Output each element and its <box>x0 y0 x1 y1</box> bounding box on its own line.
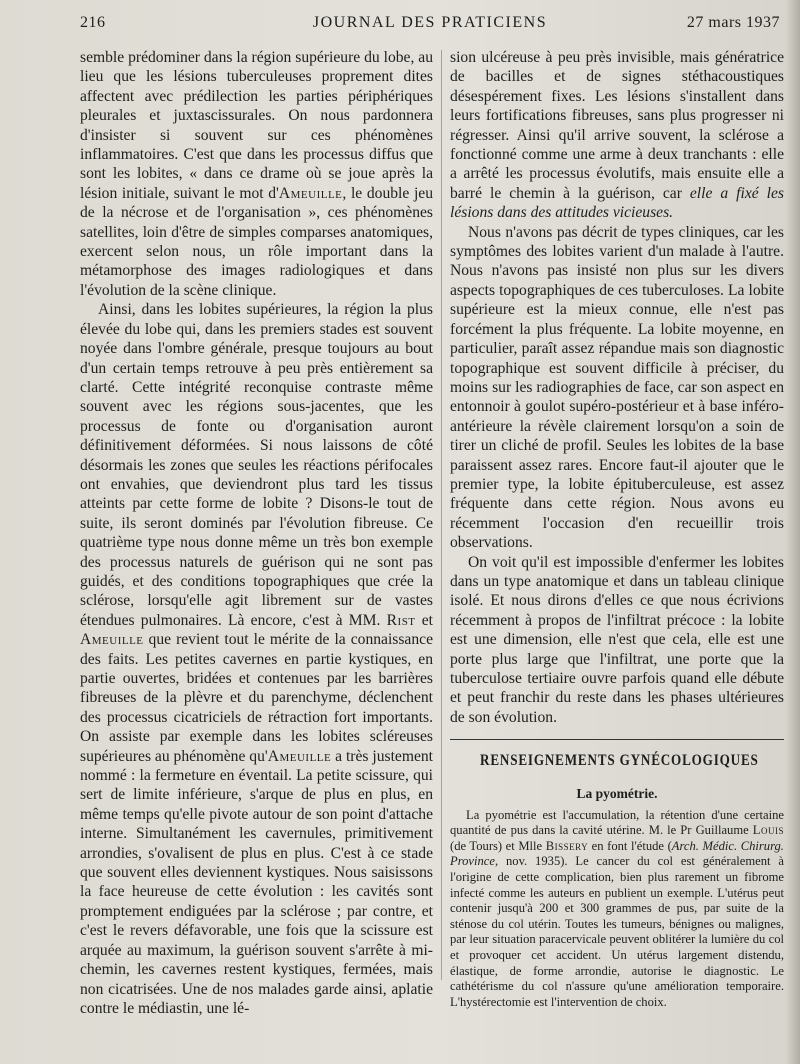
left-column <box>80 48 433 1018</box>
section-title: RENSEIGNEMENTS GYNÉCOLOGIQUES <box>480 752 759 770</box>
paragraph: sion ulcéreuse à peu près invisible, mais génératrice de bacilles et de signes stéthacoustiques désespérement fixes. Les lésions s'installent dans leurs fortifications fibreuses, sans plus progresser ni régresser. Ainsi qu'il arrive souvent, la sclérose a fonctionné comme une arme à deux tranchants : elle a arrêté les processus évolutifs, mais ensuite elle a barré le chemin à la guérison, car elle a fixé les lésions dans des attitudes vicieuses. <box>450 49 784 222</box>
author-name: Rist <box>386 611 416 629</box>
paragraph: La pyométrie est l'accumulation, la rétention d'une certaine quantité de pus dans la cavité utérine. M. le Pr Guillaume Louis (de Tours) et Mlle Bissery en font l'étude (Arch. Médic. Chirurg. Province, nov. 1935). Le cancer du col est généralement à l'origine de cette complication, bien plus rarement un fibrome infecté comme les auteurs en publient un exemple. L'utérus peut contenir jusqu'à 200 et 300 grammes de pus, par suite de la sténose du col utérin. Toutes les tumeurs, bénignes ou malignes, par leur situation paracervicale peuvent oblitérer la lumière du col et provoquer cet accident. Un utérus largement distendu, élastique, de forme arrondie, autorise le diagnostic. Le cathétérisme du col n'assure qu'une amélioration temporaire. L'hystérectomie est l'intervention de choix. <box>450 807 784 1009</box>
page-number: 216 <box>80 14 106 31</box>
section-rule <box>450 739 784 740</box>
italic-emphasis: elle a fixé les lésions dans des attitudes vicieuses. <box>450 184 784 222</box>
journal-citation: Arch. Médic. Chirurg. Province <box>450 838 784 869</box>
journal-title: JOURNAL DES PRATICIENS <box>312 14 548 31</box>
author-name: Ameuille <box>80 631 144 649</box>
page-header <box>80 14 780 40</box>
right-column <box>450 48 784 1010</box>
article-body <box>450 808 784 1011</box>
author-name: Ameuille <box>278 184 343 202</box>
issue-date: 27 mars 1937 <box>686 14 780 31</box>
page-spine-shadow <box>786 0 800 1064</box>
author-name: Louis <box>752 823 784 838</box>
paragraph: On voit qu'il est impossible d'enfermer les lobites dans un type anatomique et dans un tableau clinique isolé. Et nous dirons d'elles ce que nous écrivions récemment à propos de l'infiltrat précoce : la lobite est une dimension, elle n'est que cela, elle est une porte plus large que l'infiltrat, une porte que la tuberculose tertiaire ouvre parfois quand elle débute et peut franchir du reste dans les phases ultérieures de son évolution. <box>450 553 784 726</box>
column-divider <box>441 50 442 980</box>
paragraph: Nous n'avons pas décrit de types cliniques, car les symptômes des lobites varient d'un malade à l'autre. Nous n'avons pas insisté non plus sur les divers aspects topographiques de ces tuberculoses. La lobite supérieure est la mieux connue, elle n'est pas forcément la plus fréquente. La lobite moyenne, en particulier, paraît assez répandue mais son diagnostic topographique est souvent difficile à préciser, du moins sur les radiographies de face, car son aspect en entonnoir à goulot supéro-postérieur et à base inféro-antérieure la révèle clairement lorsqu'on a soin de tirer un cliché de profil. Seules les lobites de la base paraissent assez rares. Encore faut-il ajouter que le premier type, la lobite épituberculeuse, est assez fréquente dans cette région. Nous avons eu récemment l'occasion d'en recueillir trois observations. <box>450 223 784 552</box>
article-subtitle: La pyométrie. <box>576 786 658 802</box>
paragraph: Ainsi, dans les lobites supérieures, la région la plus élevée du lobe qui, dans les premiers stades est souvent noyée dans l'ombre générale, presque toujours au bout d'un certain temps retrouve à peu près entièrement sa clarté. Cette intégrité reconquise contraste même souvent avec les régions sous-jacentes, que les processus de fonte ou d'organisation auront définitivement déformées. Si nous laissons de côté désormais les zones que seules les réactions périfocales ont envahies, que deviendront plus tard les tissus atteints par cette forme de lobite ? Disons-le tout de suite, ils seront dominés par l'évolution fibreuse. Ce quatrième type nous donne même un très bon exemple des processus naturels de guérison qui ne sont pas guidés, et des conditions topographiques que crée la sclérose, lorsqu'elle agit librement sur de vastes étendues pulmonaires. Là encore, c'est à MM. Rist et Ameuille que revient tout le mérite de la connaissance des faits. Les petites cavernes en partie kystiques, en partie ouvertes, bridées et contenues par les barrières fibreuses de la plèvre et du parenchyme, déclenchent des processus cicatriciels de rétraction fort importants. On assiste par exemple dans les lobites scléreuses supérieures au phénomène qu'Ameuille a très justement nommé : la fermeture en éventail. La petite scissure, qui sert de limite inférieure, s'arque de plus en plus, en même temps qu'elle pivote autour de son point d'attache interne. Simultanément les cavernules, primitivement arrondies, s'ovalisent de plus en plus. C'est à ce stade que souvent elles deviennent kystiques. Nous saisissons la face heureuse de cette évolution : les cavités sont promptement endiguées par la sclérose ; par contre, et c'est le revers défavorable, une fois que la scissure est arquée au maximum, la guérison souvent s'arrête à mi-chemin, les cavernes restent kystiques, fermées, mais non cicatrisées. Une de nos malades garde ainsi, aplatie contre le médiastin, une lé- <box>80 301 434 1017</box>
author-name: Bissery <box>545 838 589 853</box>
author-name: Ameuille <box>267 747 332 765</box>
paragraph: semble prédominer dans la région supérieure du lobe, au lieu que les lésions tuberculeuses proprement dites affectent avec prédilection les parties périphériques pleurales et juxtascissurales. On nous pardonnera d'insister si souvent sur ces phénomènes inflammatoires. C'est que dans les processus diffus que sont les lobites, « dans ce drame où se joue après la lésion initiale, suivant le mot d'Ameuille, le double jeu de la nécrose et de l'organisation », ces phénomènes satellites, loin d'être de simples comparses anatomiques, exercent selon nous, un rôle important dans la métamorphose des images radiologiques et dans l'évolution de la scène clinique. <box>80 49 434 299</box>
